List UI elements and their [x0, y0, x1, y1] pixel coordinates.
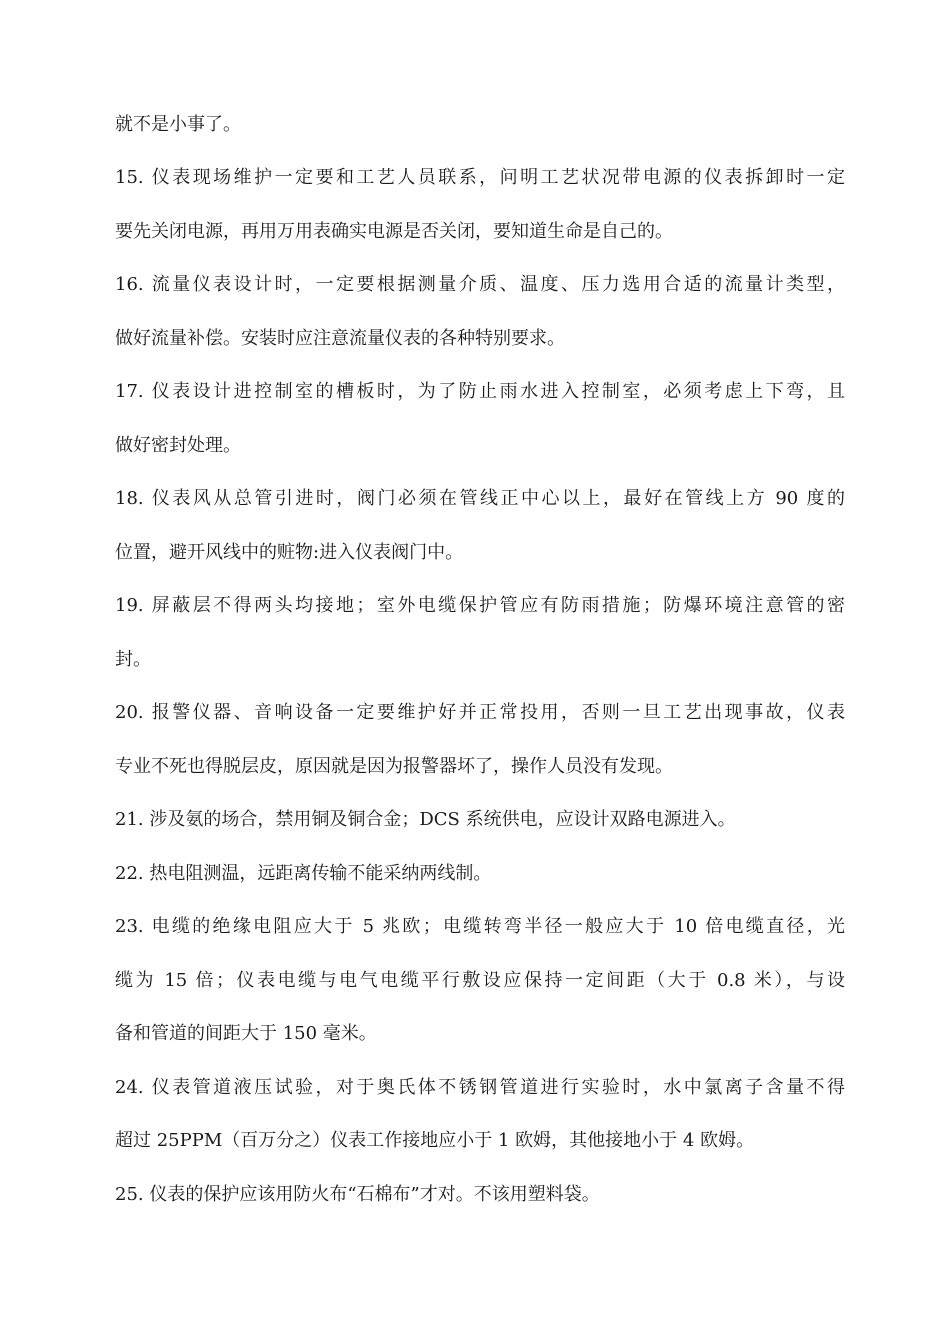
text-line: 位置，避开风线中的赃物:进入仪表阀门中。 — [115, 542, 464, 563]
text-line: 做好流量补偿。安装时应注意流量仪表的各种特别要求。 — [115, 328, 565, 349]
text-line: 24. 仪表管道液压试验，对于奥氏体不锈钢管道进行实验时，水中氯离子含量不得 — [115, 1077, 845, 1098]
text-line: 专业不死也得脱层皮，原因就是因为报警器坏了，操作人员没有发现。 — [115, 756, 673, 777]
text-line: 做好密封处理。 — [115, 435, 241, 456]
text-line: 17. 仪表设计进控制室的槽板时，为了防止雨水进入控制室，必须考虑上下弯，且 — [115, 381, 845, 402]
text-line: 23. 电缆的绝缘电阻应大于 5 兆欧；电缆转弯半径一般应大于 10 倍电缆直径，光 — [115, 916, 845, 937]
text-line: 备和管道的间距大于 150 毫米。 — [115, 1023, 377, 1044]
text-line: 19. 屏蔽层不得两头均接地；室外电缆保护管应有防雨措施；防爆环境注意管的密 — [115, 595, 845, 616]
text-line: 18. 仪表风从总管引进时，阀门必须在管线正中心以上，最好在管线上方 90 度的 — [115, 488, 845, 509]
text-line: 就不是小事了。 — [115, 114, 241, 135]
text-line: 要先关闭电源，再用万用表确实电源是否关闭，要知道生命是自己的。 — [115, 221, 673, 242]
text-line: 缆为 15 倍；仪表电缆与电气电缆平行敷设应保持一定间距（大于 0.8 米），与设 — [115, 970, 845, 991]
text-line: 21. 涉及氨的场合，禁用铜及铜合金；DCS 系统供电，应设计双路电源进入。 — [115, 809, 736, 830]
text-line: 16. 流量仪表设计时，一定要根据测量介质、温度、压力选用合适的流量计类型， — [115, 274, 845, 295]
text-line: 22. 热电阻测温，远距离传输不能采纳两线制。 — [115, 863, 492, 884]
text-line: 15. 仪表现场维护一定要和工艺人员联系，问明工艺状况带电源的仪表拆卸时一定 — [115, 167, 845, 188]
text-line: 25. 仪表的保护应该用防火布“石棉布”才对。不该用塑料袋。 — [115, 1184, 600, 1205]
text-line: 超过 25PPM（百万分之）仪表工作接地应小于 1 欧姆，其他接地小于 4 欧姆。 — [115, 1130, 755, 1151]
text-line: 20. 报警仪器、音响设备一定要维护好并正常投用，否则一旦工艺出现事故，仪表 — [115, 702, 845, 723]
text-line: 封。 — [115, 649, 151, 670]
